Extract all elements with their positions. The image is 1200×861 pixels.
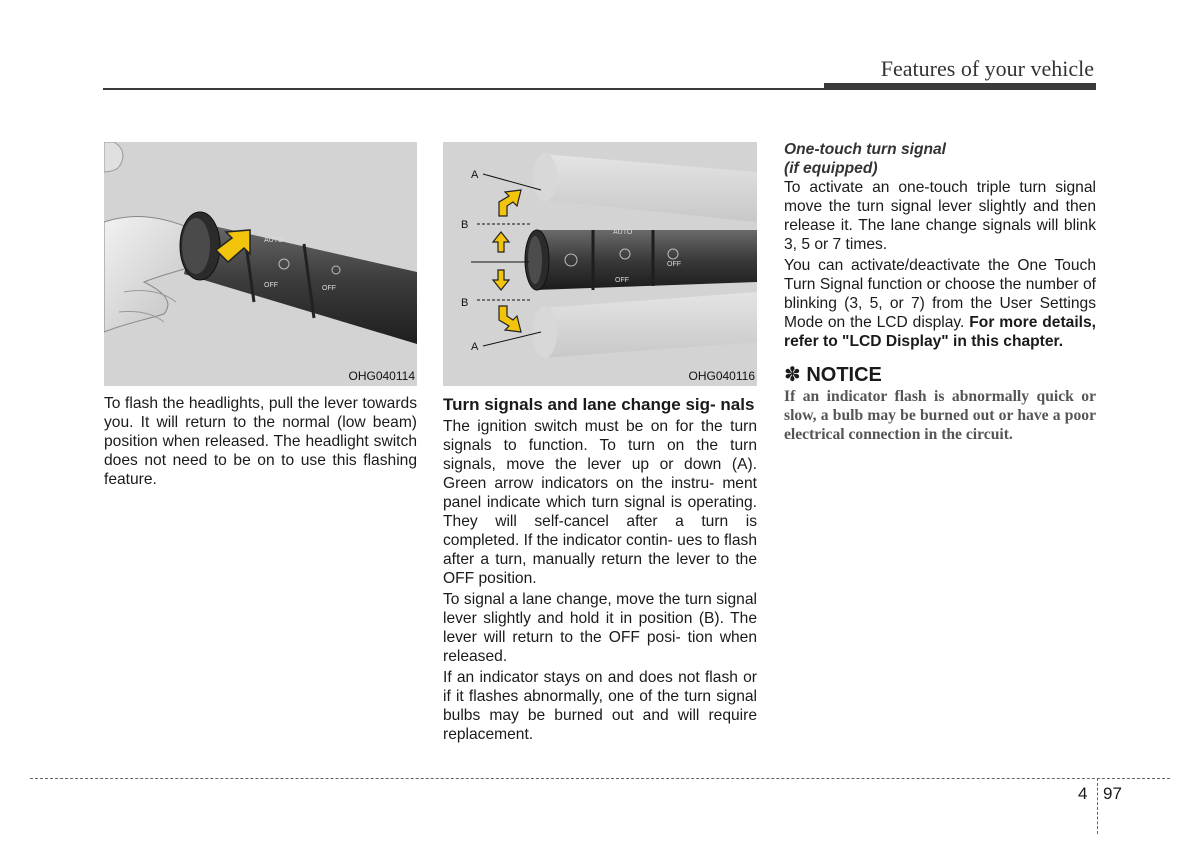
sub-heading: One-touch turn signal <box>784 141 946 158</box>
callout-a-bottom: A <box>471 341 479 353</box>
lever-pull-drawing <box>104 142 417 386</box>
callout-a-top: A <box>471 169 479 181</box>
column-3 <box>784 140 1096 444</box>
lever-off-label-2: OFF <box>667 261 681 268</box>
one-touch-paragraph-2-text: You can activate/deactivate the One Touch Turn Signal function or choose the number of blinking (3, 5, or 7) from the User Settings Mode on the LCD display. <box>784 257 1096 331</box>
header-rule <box>103 88 825 90</box>
footer-divider <box>1097 778 1098 834</box>
lane-arrow-up <box>493 232 509 252</box>
lever-off-label-2: OFF <box>322 285 336 292</box>
lever-auto-label: AUTO <box>264 237 284 244</box>
header-rule-accent <box>824 83 1096 90</box>
turn-signal-lever-drawing <box>443 142 757 386</box>
lane-arrow-down <box>493 270 509 290</box>
column-1 <box>104 394 417 491</box>
column-2 <box>443 395 757 746</box>
turn-signal-paragraph-1: The ignition switch must be on for the turn signals to function. To turn on the turn signals, move the lever up or down (A). Green arrow indicators on the instru- ment panel indicate which turn signal is operating. They will self-cancel after a turn is completed. If the indicator contin- ues to flash after a turn, manually return the lever to the OFF position. <box>443 418 757 587</box>
lever-off-label: OFF <box>264 282 278 289</box>
footer-rule <box>30 778 1170 779</box>
callout-b-bottom: B <box>461 297 469 309</box>
one-touch-paragraph-2 <box>784 256 1096 351</box>
headlight-flash-illustration <box>104 142 417 386</box>
chapter-number: 4 <box>1078 784 1088 803</box>
page-number: 97 <box>1103 784 1122 803</box>
lever-off-label: OFF <box>615 277 629 284</box>
callout-b-top: B <box>461 219 469 231</box>
turn-arrow-up-curved <box>499 190 521 216</box>
sub-heading-qualifier: (if equipped) <box>784 160 878 177</box>
turn-arrow-down-curved <box>499 306 521 332</box>
notice-heading: ✽ NOTICE <box>784 364 882 386</box>
turn-signal-illustration <box>443 142 757 386</box>
turn-signal-paragraph-3: If an indicator stays on and does not flash or if it flashes abnormally, one of the turn signal bulbs may be burned out and will require replacement. <box>443 669 757 743</box>
figure-code: OHG040114 <box>348 369 415 383</box>
section-heading: Turn signals and lane change sig- nals <box>443 395 755 414</box>
page-header-title: Features of your vehicle <box>880 56 1094 81</box>
lever-auto-label: AUTO <box>613 229 633 236</box>
lcd-display-reference: For more details, refer to "LCD Display" in this chapter. <box>784 314 1096 350</box>
one-touch-paragraph-1: To activate an one-touch triple turn signal move the turn signal lever slightly and then release it. The lane change signals will blink 3, 5 or 7 times. <box>784 179 1096 253</box>
notice-body: If an indicator flash is abnormally quick or slow, a bulb may be burned out or have a poor electrical connection in the circuit. <box>784 388 1096 443</box>
figure-code: OHG040116 <box>688 369 755 383</box>
turn-signal-paragraph-2: To signal a lane change, move the turn signal lever slightly and hold it in position (B). The lever will return to the OFF posi- tion when released. <box>443 591 757 665</box>
headlight-flash-paragraph: To flash the headlights, pull the lever towards you. It will return to the normal (low beam) position when released. The headlight switch does not need to be on to use this flashing feature. <box>104 395 417 488</box>
